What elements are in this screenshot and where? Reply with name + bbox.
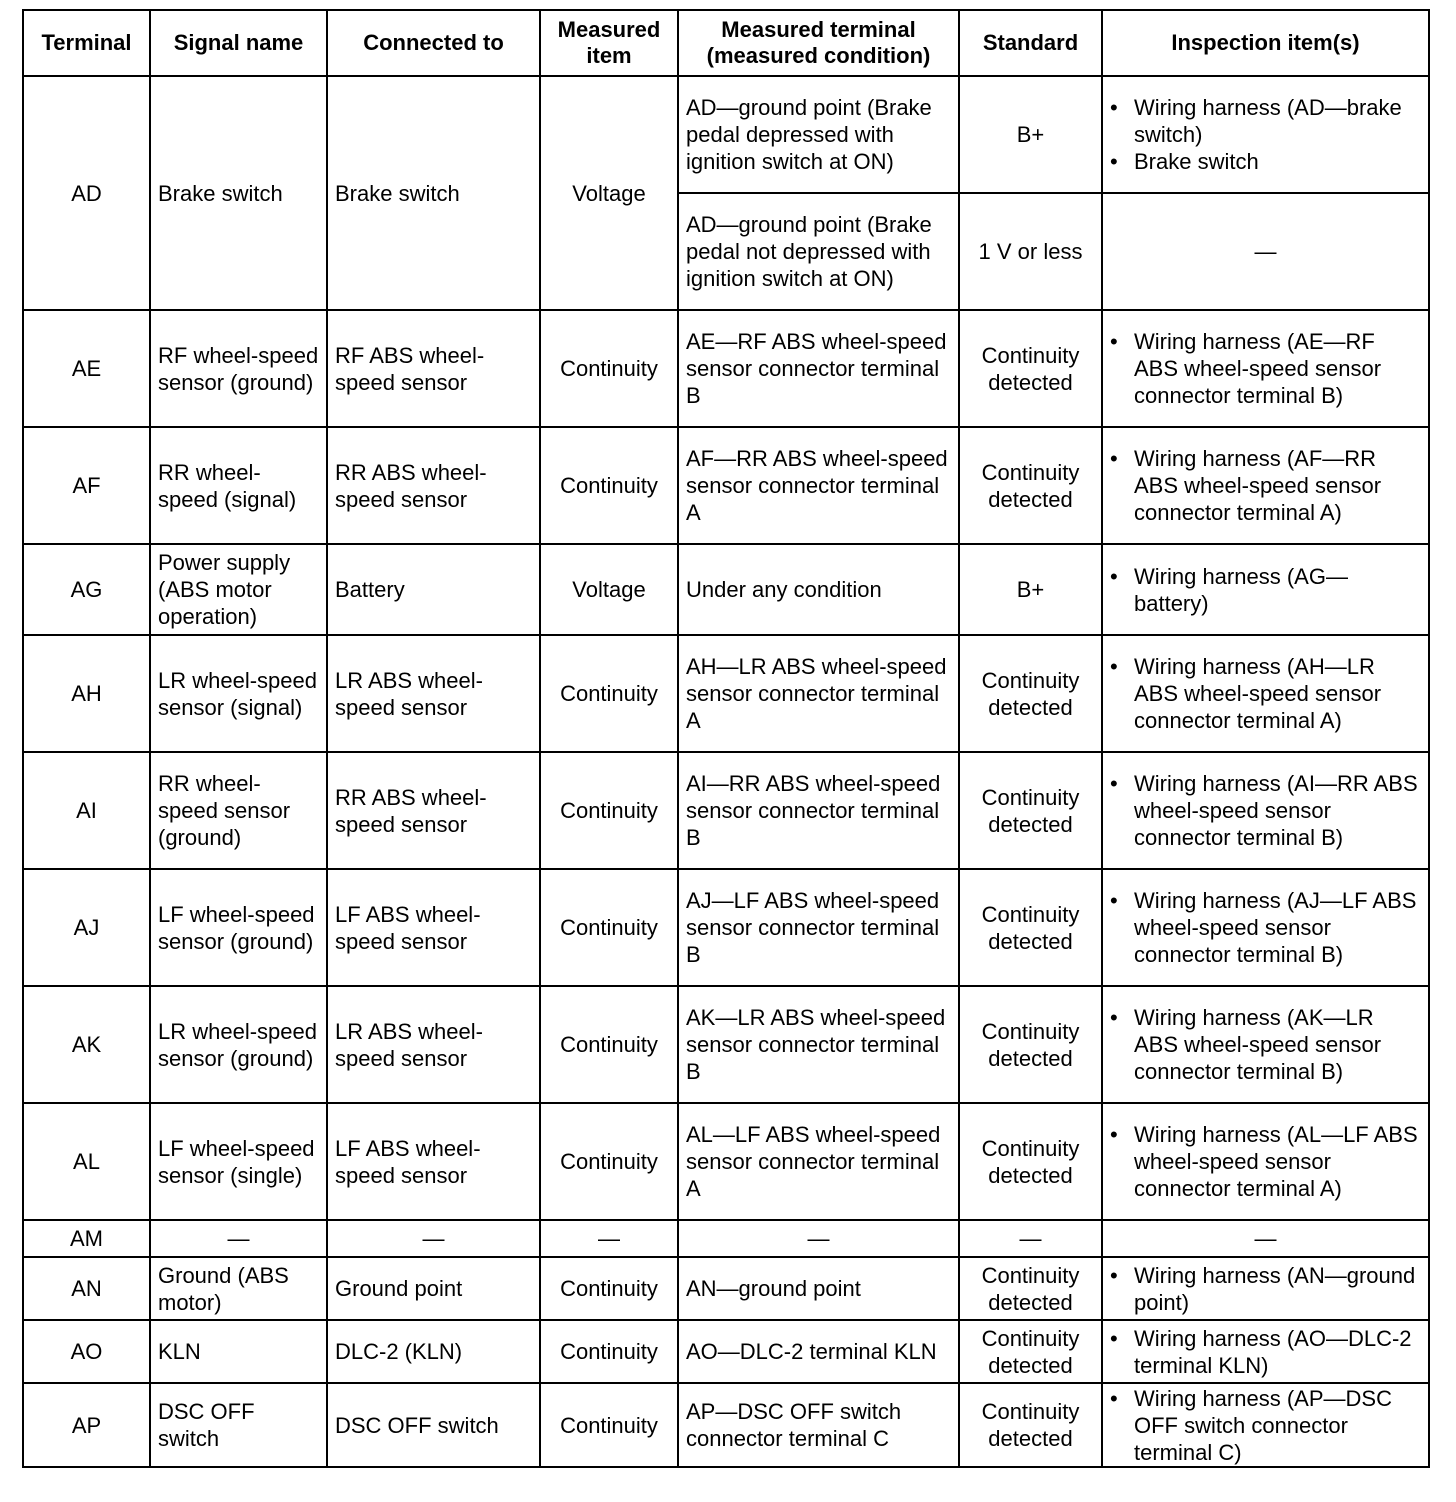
cell-standard: Continuity detected — [959, 986, 1102, 1103]
cell-inspection — [1102, 752, 1429, 869]
header-terminal: Terminal — [23, 10, 150, 76]
cell-measured-condition: AL—LF ABS wheel-speed sensor connector terminal A — [678, 1103, 959, 1220]
cell-signal-name: — — [150, 1220, 327, 1257]
table-row — [23, 1220, 1429, 1257]
cell-signal-name: DSC OFF switch — [150, 1383, 327, 1467]
cell-signal-name: RR wheel-speed sensor (ground) — [150, 752, 327, 869]
cell-standard: — — [959, 1220, 1102, 1257]
inspection-list — [1110, 653, 1421, 734]
table-row — [23, 310, 1429, 427]
inspection-list — [1110, 1262, 1421, 1316]
cell-standard: Continuity detected — [959, 869, 1102, 986]
inspection-item: • Wiring harness (AP—DSC OFF switch connector terminal C) — [1134, 1385, 1421, 1466]
cell-standard: B+ — [959, 76, 1102, 193]
inspection-item: • Wiring harness (AI—RR ABS wheel-speed sensor connector terminal B) — [1134, 770, 1421, 851]
cell-measured-condition: Under any condition — [678, 544, 959, 635]
header-standard: Standard — [959, 10, 1102, 76]
inspection-list — [1110, 770, 1421, 851]
cell-connected-to: LF ABS wheel-speed sensor — [327, 869, 540, 986]
inspection-list — [1110, 1004, 1421, 1085]
cell-standard: B+ — [959, 544, 1102, 635]
cell-signal-name: KLN — [150, 1320, 327, 1383]
table-row — [23, 427, 1429, 544]
cell-measured-condition: — — [678, 1220, 959, 1257]
cell-measured-item: Continuity — [540, 1257, 678, 1320]
table-row — [23, 1257, 1429, 1320]
cell-terminal: AF — [23, 427, 150, 544]
cell-inspection: — — [1102, 193, 1429, 310]
cell-measured-item: Continuity — [540, 427, 678, 544]
inspection-item: • Wiring harness (AL—LF ABS wheel-speed sensor connector terminal A) — [1134, 1121, 1421, 1202]
inspection-list — [1110, 1325, 1421, 1379]
table-row — [23, 635, 1429, 752]
cell-standard: Continuity detected — [959, 752, 1102, 869]
cell-inspection — [1102, 1257, 1429, 1320]
inspection-list — [1110, 1385, 1421, 1466]
inspection-item: • Wiring harness (AG—battery) — [1134, 563, 1421, 617]
cell-signal-name: LF wheel-speed sensor (ground) — [150, 869, 327, 986]
cell-terminal: AN — [23, 1257, 150, 1320]
cell-standard: Continuity detected — [959, 427, 1102, 544]
inspection-list — [1110, 94, 1421, 175]
cell-inspection — [1102, 869, 1429, 986]
cell-connected-to: LR ABS wheel-speed sensor — [327, 635, 540, 752]
cell-measured-item: — — [540, 1220, 678, 1257]
inspection-list — [1110, 563, 1421, 617]
cell-measured-item: Voltage — [540, 76, 678, 310]
cell-connected-to: LR ABS wheel-speed sensor — [327, 986, 540, 1103]
inspection-item: • Brake switch — [1134, 148, 1421, 175]
cell-measured-condition: AO—DLC-2 terminal KLN — [678, 1320, 959, 1383]
table-row — [23, 869, 1429, 986]
cell-connected-to: Ground point — [327, 1257, 540, 1320]
cell-inspection — [1102, 635, 1429, 752]
cell-connected-to: RR ABS wheel-speed sensor — [327, 427, 540, 544]
cell-measured-condition: AK—LR ABS wheel-speed sensor connector terminal B — [678, 986, 959, 1103]
inspection-item: • Wiring harness (AJ—LF ABS wheel-speed sensor connector terminal B) — [1134, 887, 1421, 968]
cell-connected-to: LF ABS wheel-speed sensor — [327, 1103, 540, 1220]
cell-measured-condition: AF—RR ABS wheel-speed sensor connector terminal A — [678, 427, 959, 544]
cell-measured-item: Continuity — [540, 1320, 678, 1383]
header-measured-condition: Measured terminal (measured condition) — [678, 10, 959, 76]
terminal-inspection-table — [22, 9, 1430, 1468]
cell-terminal: AP — [23, 1383, 150, 1467]
cell-standard: Continuity detected — [959, 1320, 1102, 1383]
cell-signal-name: Ground (ABS motor) — [150, 1257, 327, 1320]
cell-standard: 1 V or less — [959, 193, 1102, 310]
table-row — [23, 1383, 1429, 1467]
cell-terminal: AL — [23, 1103, 150, 1220]
inspection-item: • Wiring harness (AN—ground point) — [1134, 1262, 1421, 1316]
table-row — [23, 1320, 1429, 1383]
cell-measured-condition: AE—RF ABS wheel-speed sensor connector terminal B — [678, 310, 959, 427]
cell-terminal: AD — [23, 76, 150, 310]
cell-connected-to: DLC-2 (KLN) — [327, 1320, 540, 1383]
cell-inspection — [1102, 1383, 1429, 1467]
cell-inspection — [1102, 986, 1429, 1103]
cell-inspection — [1102, 1320, 1429, 1383]
cell-inspection — [1102, 310, 1429, 427]
cell-measured-item: Continuity — [540, 635, 678, 752]
cell-measured-item: Continuity — [540, 752, 678, 869]
cell-standard: Continuity detected — [959, 1383, 1102, 1467]
inspection-item: • Wiring harness (AE—RF ABS wheel-speed sensor connector terminal B) — [1134, 328, 1421, 409]
inspection-list — [1110, 445, 1421, 526]
cell-standard: Continuity detected — [959, 310, 1102, 427]
cell-measured-item: Continuity — [540, 1103, 678, 1220]
cell-measured-condition: AD—ground point (Brake pedal not depressed with ignition switch at ON) — [678, 193, 959, 310]
table-wrapper — [22, 9, 1430, 1468]
table-row — [23, 1103, 1429, 1220]
cell-measured-condition: AN—ground point — [678, 1257, 959, 1320]
cell-connected-to: Battery — [327, 544, 540, 635]
header-measured-item: Measured item — [540, 10, 678, 76]
table-row — [23, 544, 1429, 635]
cell-connected-to: RF ABS wheel-speed sensor — [327, 310, 540, 427]
cell-measured-condition: AJ—LF ABS wheel-speed sensor connector terminal B — [678, 869, 959, 986]
table-row — [23, 752, 1429, 869]
cell-terminal: AG — [23, 544, 150, 635]
cell-terminal: AE — [23, 310, 150, 427]
cell-connected-to: RR ABS wheel-speed sensor — [327, 752, 540, 869]
cell-connected-to: Brake switch — [327, 76, 540, 310]
cell-measured-condition: AD—ground point (Brake pedal depressed with ignition switch at ON) — [678, 76, 959, 193]
cell-terminal: AH — [23, 635, 150, 752]
header-row — [23, 10, 1429, 76]
inspection-item: • Wiring harness (AF—RR ABS wheel-speed sensor connector terminal A) — [1134, 445, 1421, 526]
inspection-item: • Wiring harness (AH—LR ABS wheel-speed sensor connector terminal A) — [1134, 653, 1421, 734]
cell-signal-name: RF wheel-speed sensor (ground) — [150, 310, 327, 427]
cell-terminal: AJ — [23, 869, 150, 986]
cell-terminal: AK — [23, 986, 150, 1103]
header-connected-to: Connected to — [327, 10, 540, 76]
table-row — [23, 76, 1429, 193]
inspection-list — [1110, 328, 1421, 409]
cell-terminal: AM — [23, 1220, 150, 1257]
cell-signal-name: Power supply (ABS motor operation) — [150, 544, 327, 635]
inspection-item: • Wiring harness (AK—LR ABS wheel-speed sensor connector terminal B) — [1134, 1004, 1421, 1085]
inspection-item: • Wiring harness (AD—brake switch) — [1134, 94, 1421, 148]
cell-standard: Continuity detected — [959, 1103, 1102, 1220]
cell-measured-item: Continuity — [540, 310, 678, 427]
cell-signal-name: LR wheel-speed sensor (ground) — [150, 986, 327, 1103]
cell-inspection — [1102, 427, 1429, 544]
cell-inspection — [1102, 1103, 1429, 1220]
cell-measured-condition: AH—LR ABS wheel-speed sensor connector terminal A — [678, 635, 959, 752]
cell-standard: Continuity detected — [959, 1257, 1102, 1320]
cell-measured-item: Continuity — [540, 869, 678, 986]
cell-signal-name: RR wheel-speed (signal) — [150, 427, 327, 544]
cell-signal-name: LF wheel-speed sensor (single) — [150, 1103, 327, 1220]
cell-inspection — [1102, 544, 1429, 635]
cell-measured-item: Voltage — [540, 544, 678, 635]
cell-terminal: AO — [23, 1320, 150, 1383]
inspection-list — [1110, 887, 1421, 968]
cell-measured-condition: AI—RR ABS wheel-speed sensor connector terminal B — [678, 752, 959, 869]
cell-signal-name: LR wheel-speed sensor (signal) — [150, 635, 327, 752]
cell-measured-condition: AP—DSC OFF switch connector terminal C — [678, 1383, 959, 1467]
cell-inspection — [1102, 76, 1429, 193]
table-row — [23, 986, 1429, 1103]
header-inspection-items: Inspection item(s) — [1102, 10, 1429, 76]
cell-measured-item: Continuity — [540, 1383, 678, 1467]
cell-connected-to: — — [327, 1220, 540, 1257]
cell-standard: Continuity detected — [959, 635, 1102, 752]
header-signal-name: Signal name — [150, 10, 327, 76]
cell-measured-item: Continuity — [540, 986, 678, 1103]
inspection-item: • Wiring harness (AO—DLC-2 terminal KLN) — [1134, 1325, 1421, 1379]
cell-terminal: AI — [23, 752, 150, 869]
inspection-list — [1110, 1121, 1421, 1202]
cell-inspection: — — [1102, 1220, 1429, 1257]
cell-connected-to: DSC OFF switch — [327, 1383, 540, 1467]
cell-signal-name: Brake switch — [150, 76, 327, 310]
